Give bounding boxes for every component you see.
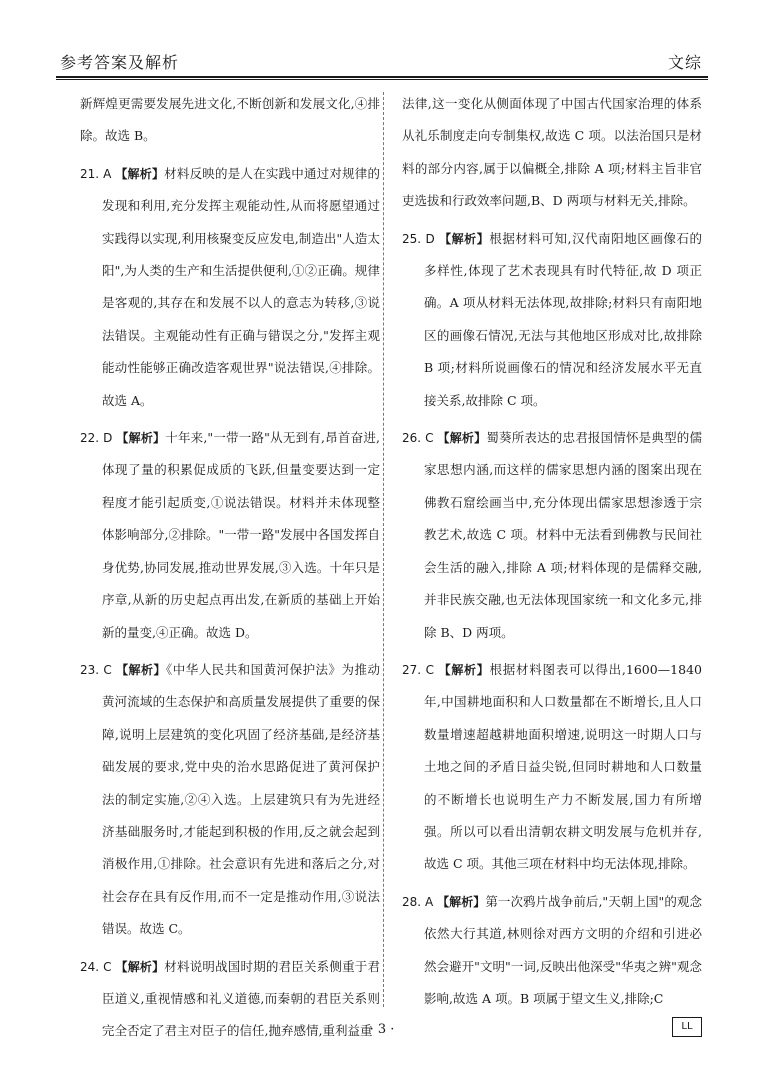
question-number: 23. C [80,662,117,677]
analysis-tag: 【解析】 [437,431,487,446]
answer-paragraph [80,654,380,946]
column-divider [383,92,384,1007]
header-title: 参考答案及解析 [60,53,180,72]
question-number: 24. C [80,959,116,974]
answer-text: 第一次鸦片战争前后,"天朝上国"的观念依然大行其道,林则徐对西方文明的介绍和引进必然会避开"文明"一词,反映出他深受"华夷之辨"观念影响,故选 A 项。B 项属于望文生义,排除;C [424,893,702,1006]
answer-text: 材料说明战国时期的君臣关系侧重于君臣道义,重视情感和礼义道德,而秦朝的君臣关系则完全否定了君主对臣子的信任,抛弃感情,重利益重 [102,958,380,1039]
question-number: 25. D [402,231,440,246]
answer-text: 材料反映的是人在实践中通过对规律的发现和利用,充分发挥主观能动性,从而将愿望通过实践得以实现,利用核聚变反应发电,制造出"人造太阳",为人类的生产和生活提供便利,①②正确。规律是客观的,其存在和发展不以人的意志为转移,③说法错误。主观能动性有正确与错误之分,"发挥主观能动性能够正确改造客观世界"说法错误,④排除。故选 A。 [102,165,380,408]
answer-text: 《中华人民共和国黄河保护法》为推动黄河流域的生态保护和高质量发展提供了重要的保障,说明上层建筑的变化巩固了经济基础,是经济基础发展的要求,党中央的治水思路促进了黄河保护法的制定实施,②④入选。上层建筑只有为先进经济基础服务时,才能起到积极的作用,反之就会起到消极作用,①排除。社会意识有先进和落后之分,对社会存在具有反作用,而不一定是推动作用,③说法错误。故选 C。 [102,661,380,937]
answer-text: 蜀葵所表达的忠君报国情怀是典型的儒家思想内涵,而这样的儒家思想内涵的图案出现在佛教石窟绘画当中,充分体现出儒家思想渗透于宗教艺术,故选 C 项。材料中无法看到佛教与民间社会生活的融入,排除 A 项;材料体现的是儒释交融,并非民族交融,也无法体现国家统一和文化多元,排除 B、D 两项。 [424,430,702,640]
analysis-tag: 【解析】 [438,662,490,677]
question-number: 26. C [402,431,438,446]
analysis-tag: 【解析】 [437,894,486,909]
answer-paragraph [402,223,702,417]
column-left [80,88,380,1053]
question-number: 22. D [80,431,117,446]
answer-paragraph [402,886,702,1016]
header-rule-thin [56,79,708,80]
answer-paragraph [80,422,380,649]
header-rule [56,76,708,78]
analysis-tag: 【解析】 [116,431,166,446]
answer-text: 根据材料图表可以得出,1600—1840 年,中国耕地面积和人口数量都在不断增长,且人口数量增速超越耕地面积增速,说明这一时期人口与土地之间的矛盾日益尖锐,但同时耕地和人口数量的不断增长也说明生产力不断发展,国力有所增强。所以可以看出清朝农耕文明发展与危机并存,故选 C 项。其他三项在材料中均无法体现,排除。 [424,661,702,872]
column-right [402,88,702,1020]
answer-paragraph [80,88,380,153]
answer-text: 十年来,"一带一路"从无到有,昂首奋进,体现了量的积累促成质的飞跃,但量变要达到一定程度才能引起质变,①说法错误。材料并未体现整体影响部分,②排除。"一带一路"发展中各国发挥自身优势,协同发展,推动世界发展,③入选。十年只是序章,从新的历史起点再出发,在新质的基础上开始新的量变,④正确。故选 D。 [102,430,381,640]
analysis-tag: 【解析】 [116,662,166,677]
answer-text: 新辉煌更需要发展先进文化,不断创新和发展文化,④排除。故选 B。 [80,96,380,144]
answer-text: 法律,这一变化从侧面体现了中国古代国家治理的体系从礼乐制度走向专制集权,故选 C 项。以法治国只是材料的部分内容,属于以偏概全,排除 A 项;材料主旨非官吏选拔和行政效率问题,B、D 两项与材料无关,排除。 [402,96,702,209]
answer-paragraph [402,654,702,881]
analysis-tag: 【解析】 [115,166,165,181]
answer-paragraph [80,158,380,417]
question-number: 27. C [402,662,439,677]
analysis-tag: 【解析】 [115,959,165,974]
header-subject: 文综 [667,53,702,72]
paper-code: LL [672,1017,702,1037]
answer-paragraph [402,88,702,218]
question-number: 28. A [402,894,438,909]
answer-text: 根据材料可知,汉代南阳地区画像石的多样性,体现了艺术表现具有时代特征,故 D 项正确。A 项从材料无法体现,故排除;材料只有南阳地区的画像石情况,无法与其他地区形成对比,故排除 B 项;材料所说画像石的情况和经济发展水平无直接关系,故排除 C 项。 [424,230,703,408]
answer-paragraph [402,422,702,649]
question-number: 21. A [80,166,116,181]
analysis-tag: 【解析】 [439,231,490,246]
page-number: · 3 · [369,1022,395,1037]
